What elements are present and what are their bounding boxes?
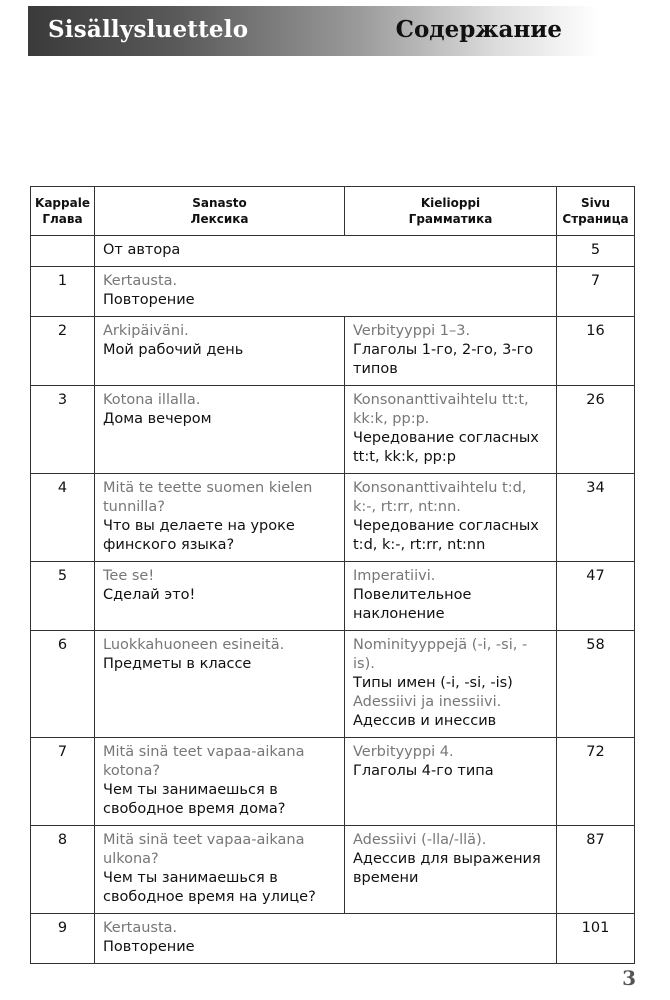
table-header-row [31, 187, 635, 236]
page-number: 34 [557, 474, 635, 562]
page-number: 16 [557, 317, 635, 386]
grammar-ru: Повелительное наклонение [353, 587, 472, 622]
vocabulary-cell [95, 267, 557, 317]
table-row [31, 826, 635, 914]
grammar-fi: Verbityyppi 1–3. [353, 323, 471, 339]
vocabulary-cell [95, 738, 345, 826]
page-number: 5 [557, 236, 635, 267]
table-row [31, 914, 635, 964]
header-chapter-fi: Kappale [35, 196, 90, 210]
chapter-number: 7 [31, 738, 95, 826]
chapter-number: 2 [31, 317, 95, 386]
vocabulary-ru: Сделай это! [103, 587, 196, 603]
page-number: 47 [557, 562, 635, 631]
header-chapter-ru: Глава [42, 212, 83, 226]
header-vocabulary-fi: Sanasto [192, 196, 247, 210]
header-page-ru: Страница [562, 212, 629, 226]
vocabulary-cell [95, 914, 557, 964]
grammar-ru: Чередование согласных tt:t, kk:k, pp:p [353, 430, 539, 465]
page-number: 101 [557, 914, 635, 964]
vocabulary-fi: Arkipäiväni. [103, 323, 189, 339]
table-row [31, 267, 635, 317]
vocabulary-cell [95, 474, 345, 562]
vocabulary-ru: Дома вечером [103, 411, 212, 427]
intro-title: От автора [95, 236, 557, 267]
vocabulary-ru: Чем ты занимаешься в свободное время на улице? [103, 870, 316, 905]
header-vocabulary-ru: Лексика [190, 212, 249, 226]
page-number: 72 [557, 738, 635, 826]
grammar-ru: Глаголы 4-го типа [353, 763, 494, 779]
chapter-number-empty [31, 236, 95, 267]
grammar-fi: Adessiivi ja inessiivi. [353, 694, 502, 710]
chapter-number: 9 [31, 914, 95, 964]
vocabulary-fi: Mitä sinä teet vapaa-aikana ulkona? [103, 832, 305, 867]
table-row [31, 386, 635, 474]
grammar-fi: Konsonanttivaihtelu t:d, k:-, rt:rr, nt:nn. [353, 480, 527, 515]
vocabulary-cell [95, 317, 345, 386]
vocabulary-fi: Mitä te teette suomen kielen tunnilla? [103, 480, 313, 515]
vocabulary-ru: Повторение [103, 292, 195, 308]
grammar-cell [345, 631, 557, 738]
vocabulary-fi: Mitä sinä teet vapaa-aikana kotona? [103, 744, 305, 779]
vocabulary-cell [95, 386, 345, 474]
vocabulary-cell [95, 562, 345, 631]
vocabulary-fi: Kertausta. [103, 273, 178, 289]
grammar-fi: Nominityyppejä (-i, -si, -is). [353, 637, 528, 672]
table-row [31, 317, 635, 386]
grammar-fi: Konsonanttivaihtelu tt:t, kk:k, pp:p. [353, 392, 529, 427]
table-row [31, 562, 635, 631]
vocabulary-fi: Kertausta. [103, 920, 178, 936]
page-number-footer: 3 [622, 966, 636, 990]
grammar-ru: Глаголы 1-го, 2-го, 3-го типов [353, 342, 534, 377]
vocabulary-fi: Luokkahuoneen esineitä. [103, 637, 285, 653]
table-row [31, 738, 635, 826]
contents-table [30, 186, 635, 964]
table-row [31, 474, 635, 562]
vocabulary-ru: Повторение [103, 939, 195, 955]
header-grammar-ru: Грамматика [408, 212, 493, 226]
chapter-number: 8 [31, 826, 95, 914]
header-page [557, 187, 635, 236]
page-number: 58 [557, 631, 635, 738]
grammar-cell [345, 317, 557, 386]
grammar-cell [345, 738, 557, 826]
chapter-number: 4 [31, 474, 95, 562]
header-page-fi: Sivu [580, 196, 611, 210]
grammar-fi: Adessiivi (-lla/-llä). [353, 832, 487, 848]
grammar-fi: Imperatiivi. [353, 568, 436, 584]
chapter-number: 3 [31, 386, 95, 474]
grammar-cell [345, 826, 557, 914]
header-vocabulary [95, 187, 345, 236]
page-number: 26 [557, 386, 635, 474]
vocabulary-fi: Kotona illalla. [103, 392, 201, 408]
table-row-intro [31, 236, 635, 267]
title-finnish: Sisällysluettelo [48, 16, 249, 43]
grammar-cell [345, 562, 557, 631]
vocabulary-ru: Мой рабочий день [103, 342, 244, 358]
header-chapter [31, 187, 95, 236]
vocabulary-ru: Чем ты занимаешься в свободное время дома? [103, 782, 286, 817]
grammar-cell [345, 474, 557, 562]
vocabulary-cell [95, 826, 345, 914]
vocabulary-ru: Что вы делаете на уроке финского языка? [103, 518, 295, 553]
vocabulary-cell [95, 631, 345, 738]
grammar-fi: Verbityyppi 4. [353, 744, 454, 760]
header-grammar [345, 187, 557, 236]
title-russian: Содержание [395, 16, 562, 43]
grammar-ru: Адессив и инессив [353, 713, 497, 729]
chapter-number: 6 [31, 631, 95, 738]
page-number: 87 [557, 826, 635, 914]
vocabulary-fi: Tee se! [103, 568, 155, 584]
vocabulary-ru: Предметы в классе [103, 656, 252, 672]
page-number: 7 [557, 267, 635, 317]
grammar-ru: Типы имен (-i, -si, -is) [353, 675, 513, 691]
table-row [31, 631, 635, 738]
grammar-ru: Чередование согласных t:d, k:-, rt:rr, nt:nn [353, 518, 539, 553]
header-grammar-fi: Kielioppi [420, 196, 481, 210]
grammar-ru: Адессив для выражения времени [353, 851, 541, 886]
chapter-number: 5 [31, 562, 95, 631]
header-banner [28, 6, 628, 56]
grammar-cell [345, 386, 557, 474]
chapter-number: 1 [31, 267, 95, 317]
